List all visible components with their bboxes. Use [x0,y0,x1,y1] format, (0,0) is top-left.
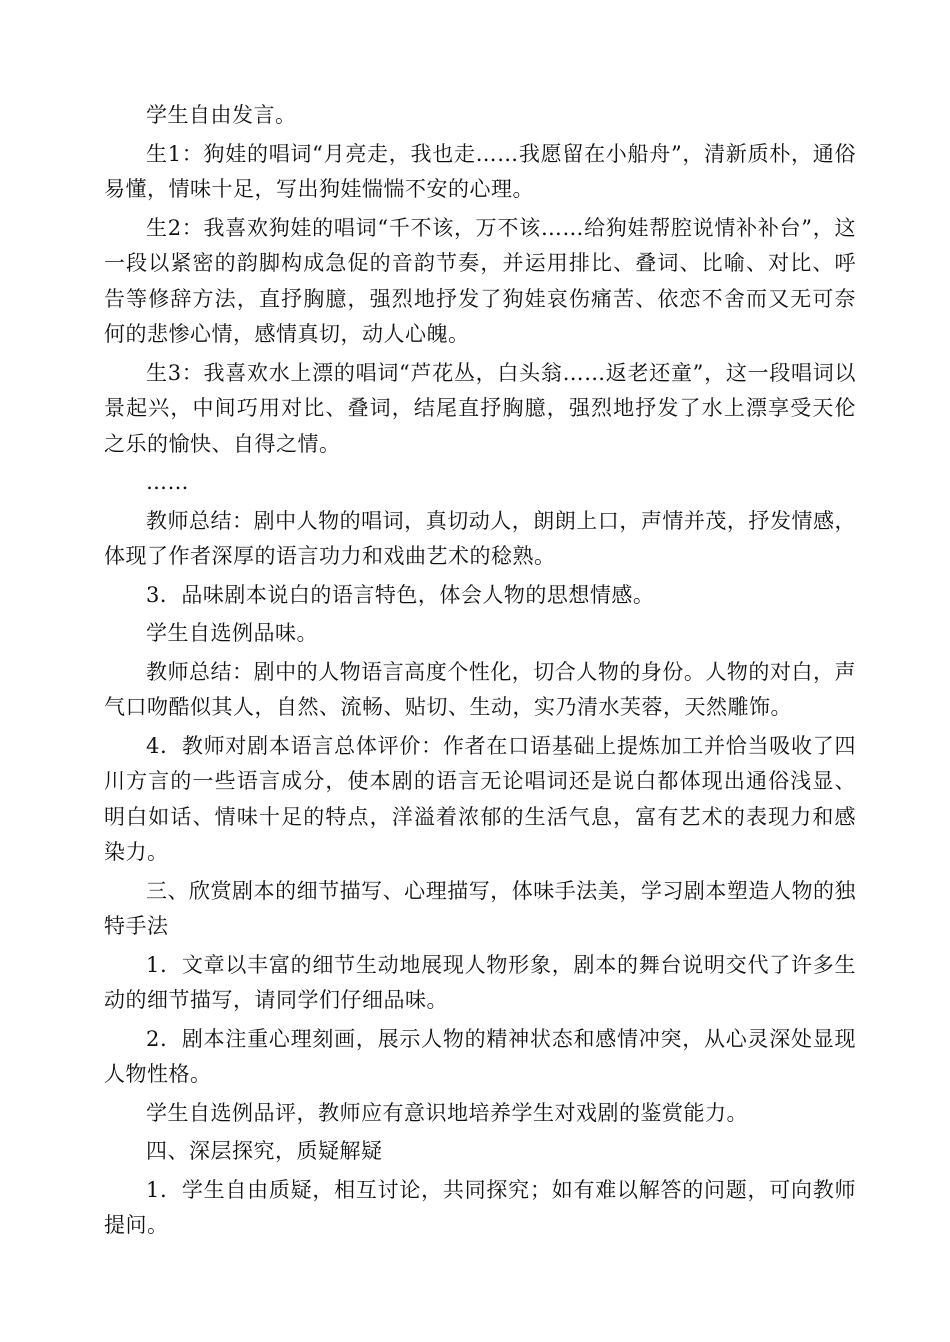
paragraph-teacher-summary-1: 教师总结：剧中人物的唱词，真切动人，朗朗上口，声情并茂，抒发情感，体现了作者深厚的语言功力和戏曲艺术的稔熟。 [104,508,856,568]
section-heading-3: 三、欣赏剧本的细节描写、心理描写，体味手法美，学习剧本塑造人物的独特手法 [104,878,856,938]
paragraph-step-4: 4．教师对剧本语言总体评价：作者在口语基础上提炼加工并恰当吸收了四川方言的一些语言成分，使本剧的语言无论唱词还是说白都体现出通俗浅显、明白如话、情味十足的特点，洋溢着浓郁的生活气息，富有艺术的表现力和感染力。 [104,733,856,864]
section-heading-4: 四、深层探究，质疑解疑 [146,1139,383,1163]
document-page [104,98,856,1247]
paragraph-student-3: 生3：我喜欢水上漂的唱词“芦花丛，白头翁……返老还童”，这一段唱词以景起兴，中间巧用对比、叠词，结尾直抒胸臆，强烈地抒发了水上漂享受天伦之乐的愉快、自得之情。 [104,360,856,456]
paragraph-students-choose: 学生自选例品味。 [146,621,318,645]
paragraph-detail-1: 1．文章以丰富的细节生动地展现人物形象，剧本的舞台说明交代了许多生动的细节描写，请同学们仔细品味。 [104,952,856,1012]
paragraph-student-review: 学生自选例品评，教师应有意识地培养学生对戏剧的鉴赏能力。 [146,1100,748,1125]
paragraph-inquiry-1: 1．学生自由质疑，相互讨论，共同探究；如有难以解答的问题，可向教师提问。 [104,1177,856,1237]
paragraph-teacher-summary-2: 教师总结：剧中的人物语言高度个性化，切合人物的身份。人物的对白，声气口吻酷似其人，自然、流畅、贴切、生动，实乃清水芙蓉，天然雕饰。 [104,659,856,719]
paragraph-students-speak: 学生自由发言。 [146,103,297,127]
paragraph-ellipsis: …… [146,470,189,494]
paragraph-student-2: 生2：我喜欢狗娃的唱词“千不该，万不该……给狗娃帮腔说情补补台”，这一段以紧密的韵脚构成急促的音韵节奏，并运用排比、叠词、比喻、对比、呼告等修辞方法，直抒胸臆，强烈地抒发了狗娃哀伤痛苦、依恋不舍而又无可奈何的悲惨心情，感情真切，动人心魄。 [104,215,856,346]
paragraph-detail-2: 2．剧本注重心理刻画，展示人物的精神状态和感情冲突，从心灵深处显现人物性格。 [104,1026,856,1086]
paragraph-student-1: 生1：狗娃的唱词“月亮走，我也走……我愿留在小船舟”，清新质朴，通俗易懂，情味十足，写出狗娃惴惴不安的心理。 [104,141,856,201]
paragraph-step-3: 3．品味剧本说白的语言特色，体会人物的思想情感。 [146,582,655,607]
